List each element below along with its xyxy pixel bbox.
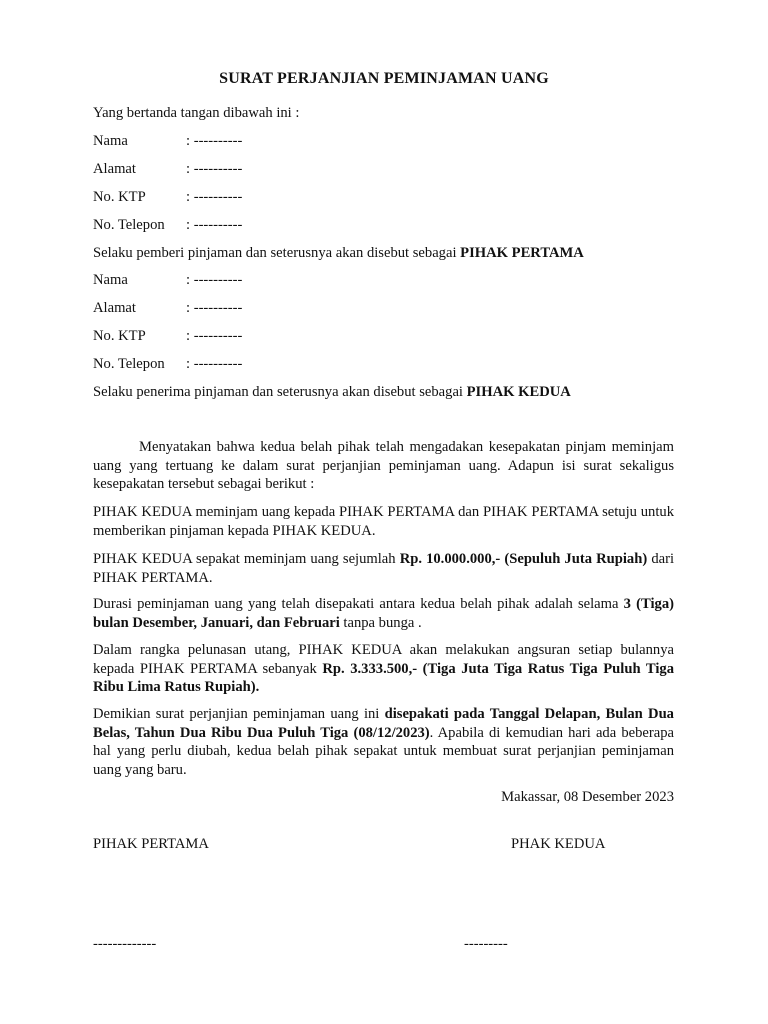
party2-role — [93, 383, 571, 401]
party2-field-telepon — [93, 355, 242, 373]
clause-2-paragraph — [93, 550, 674, 587]
signature-label-second-party: PHAK KEDUA — [511, 836, 606, 852]
field-label: No. Telepon — [93, 217, 165, 233]
clause-4-paragraph — [93, 641, 674, 697]
field-label: Alamat — [93, 161, 136, 177]
field-value: : ---------- — [186, 217, 243, 233]
signature-line-second-party: --------- — [464, 936, 508, 952]
party2-role-name: PIHAK KEDUA — [466, 384, 571, 400]
clause-4-text: Dalam rangka pelunasan utang, PIHAK KEDUA akan melakukan angsuran setiap bulannya kepada PIHAK PERTAMA sebanyak — [93, 642, 674, 677]
field-label: No. KTP — [93, 328, 146, 344]
party2-field-ktp — [93, 327, 242, 345]
party1-field-telepon — [93, 216, 242, 234]
party1-field-alamat — [93, 160, 242, 178]
clause-1-paragraph: PIHAK KEDUA meminjam uang kepada PIHAK PERTAMA dan PIHAK PERTAMA setuju untuk memberikan pinjaman kepada PIHAK KEDUA. — [93, 504, 674, 539]
clause-3-paragraph — [93, 595, 674, 632]
document-title: SURAT PERJANJIAN PEMINJAMAN UANG — [219, 70, 549, 87]
party1-field-nama — [93, 132, 242, 150]
field-label: Nama — [93, 272, 128, 288]
field-label: No. KTP — [93, 189, 146, 205]
field-label: Alamat — [93, 300, 136, 316]
field-value: : ---------- — [186, 356, 243, 372]
clause-2-amount: Rp. 10.000.000,- (Sepuluh Juta Rupiah) — [399, 551, 648, 567]
party1-role-text: Selaku pemberi pinjaman dan seterusnya akan disebut sebagai — [93, 245, 461, 261]
party2-role-text: Selaku penerima pinjaman dan seterusnya akan disebut sebagai — [93, 384, 467, 400]
place-date: Makassar, 08 Desember 2023 — [501, 789, 674, 805]
field-label: Nama — [93, 133, 128, 149]
field-label: No. Telepon — [93, 356, 165, 372]
clause-2-suffix: dari PIHAK PERTAMA. — [93, 551, 675, 586]
clause-5-date: disepakati pada Tanggal Delapan, Bulan Dua Belas, Tahun Dua Ribu Dua Puluh Tiga (08/12/2023) — [93, 706, 674, 741]
field-value: : ---------- — [186, 328, 243, 344]
signature-line-first-party: ------------- — [93, 936, 157, 952]
clause-5-paragraph — [93, 705, 674, 779]
clause-3-duration: 3 (Tiga) bulan Desember, Januari, dan Februari — [93, 596, 674, 631]
clause-2-text: PIHAK KEDUA sepakat meminjam uang sejumlah — [93, 551, 400, 567]
field-value: : ---------- — [186, 161, 243, 177]
field-value: : ---------- — [186, 272, 243, 288]
signature-label-first-party: PIHAK PERTAMA — [93, 836, 209, 852]
party2-field-alamat — [93, 299, 242, 317]
clause-5-text: Demikian surat perjanjian peminjaman uang ini — [93, 706, 385, 722]
field-value: : ---------- — [186, 300, 243, 316]
clause-5-suffix: . Apabila di kemudian hari ada beberapa hal yang perlu diubah, kedua belah pihak sepakat untuk membuat surat perjanjian peminjaman uang yang baru. — [93, 724, 674, 778]
party1-role-name: PIHAK PERTAMA — [460, 245, 584, 261]
party1-role — [93, 244, 584, 262]
clause-4-installment: Rp. 3.333.500,- (Tiga Juta Tiga Ratus Tiga Puluh Tiga Ribu Lima Ratus Rupiah). — [93, 660, 674, 695]
intro-text: Yang bertanda tangan dibawah ini : — [93, 105, 300, 121]
clause-3-suffix: tanpa bunga . — [339, 614, 422, 631]
statement-paragraph: Menyatakan bahwa kedua belah pihak telah mengadakan kesepakatan pinjam meminjam uang yang tertuang ke dalam surat perjanjian peminjaman uang. Adapun isi surat sekaligus kesepakatan tersebut sebagai berikut : — [93, 439, 674, 492]
field-value: : ---------- — [186, 189, 243, 205]
party2-field-nama — [93, 271, 242, 289]
party1-field-ktp — [93, 188, 242, 206]
clause-3-text: Durasi peminjaman uang yang telah disepakati antara kedua belah pihak adalah selama — [93, 596, 624, 612]
field-value: : ---------- — [186, 133, 243, 149]
